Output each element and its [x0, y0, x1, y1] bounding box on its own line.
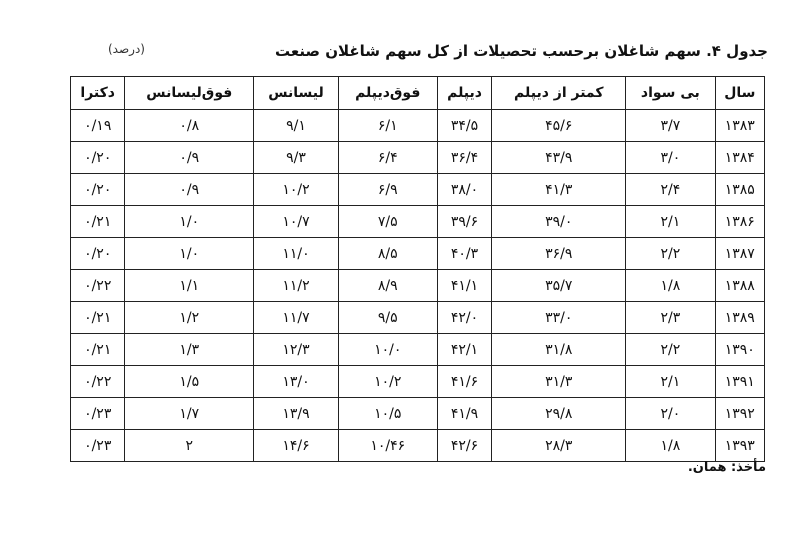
table-cell: ۱/۷	[125, 398, 254, 430]
table-row	[71, 238, 765, 270]
table-title: جدول ۴. سهم شاغلان برحسب تحصیلات از کل سهم شاغلان صنعت	[275, 42, 768, 60]
table-cell: ۰/۲۱	[71, 302, 125, 334]
table-cell: ۴۵/۶	[492, 110, 626, 142]
table-cell: ۴۲/۶	[437, 430, 492, 462]
table-cell: ۱۳۹۲	[715, 398, 764, 430]
table-cell: ۲/۱	[626, 366, 715, 398]
table-cell: ۴۲/۰	[437, 302, 492, 334]
table-cell: ۱۱/۲	[254, 270, 339, 302]
table-cell: ۲/۴	[626, 174, 715, 206]
table-cell: ۱/۲	[125, 302, 254, 334]
table-cell: ۰/۲۳	[71, 430, 125, 462]
table-cell: ۰/۲۲	[71, 366, 125, 398]
table-row	[71, 398, 765, 430]
table-cell: ۱/۰	[125, 238, 254, 270]
table-cell: ۱۳۸۷	[715, 238, 764, 270]
table-cell: ۰/۱۹	[71, 110, 125, 142]
header-diploma: دیپلم	[437, 77, 492, 110]
table-cell: ۲/۲	[626, 238, 715, 270]
table-cell: ۲/۳	[626, 302, 715, 334]
table-cell: ۰/۹	[125, 142, 254, 174]
title-row	[108, 40, 768, 62]
table-row	[71, 110, 765, 142]
table-cell: ۱۳۹۱	[715, 366, 764, 398]
table-cell: ۸/۹	[338, 270, 437, 302]
table-cell: ۱/۱	[125, 270, 254, 302]
table-cell: ۲۸/۳	[492, 430, 626, 462]
table-cell: ۱۳۸۹	[715, 302, 764, 334]
table-cell: ۰/۲۱	[71, 206, 125, 238]
table-row	[71, 142, 765, 174]
table-cell: ۱/۵	[125, 366, 254, 398]
table-cell: ۱۰/۴۶	[338, 430, 437, 462]
table-cell: ۱۰/۰	[338, 334, 437, 366]
table-cell: ۰/۲۲	[71, 270, 125, 302]
table-cell: ۰/۲۰	[71, 174, 125, 206]
table-cell: ۳۵/۷	[492, 270, 626, 302]
header-below-diploma: کمتر از دیپلم	[492, 77, 626, 110]
table-cell: ۹/۳	[254, 142, 339, 174]
table-cell: ۱۳۸۳	[715, 110, 764, 142]
table-cell: ۱۳۸۴	[715, 142, 764, 174]
header-master: فوق‌لیسانس	[125, 77, 254, 110]
table-cell: ۲/۲	[626, 334, 715, 366]
header-row	[71, 77, 765, 110]
table-cell: ۱۴/۶	[254, 430, 339, 462]
table-cell: ۲/۱	[626, 206, 715, 238]
table-cell: ۴۱/۹	[437, 398, 492, 430]
table-cell: ۰/۸	[125, 110, 254, 142]
source-note: مأخذ: همان.	[687, 460, 766, 475]
header-illiterate: بی سواد	[626, 77, 715, 110]
table-cell: ۹/۵	[338, 302, 437, 334]
header-associate: فوق‌دیپلم	[338, 77, 437, 110]
table-row	[71, 334, 765, 366]
table-row	[71, 174, 765, 206]
table-cell: ۷/۵	[338, 206, 437, 238]
table-cell: ۲	[125, 430, 254, 462]
header-year: سال	[715, 77, 764, 110]
table-row	[71, 270, 765, 302]
table-cell: ۱۳۸۵	[715, 174, 764, 206]
table-cell: ۰/۲۳	[71, 398, 125, 430]
table-cell: ۳۴/۵	[437, 110, 492, 142]
table-cell: ۱۰/۷	[254, 206, 339, 238]
table-cell: ۳۱/۳	[492, 366, 626, 398]
table-cell: ۳۶/۴	[437, 142, 492, 174]
table-cell: ۳۹/۰	[492, 206, 626, 238]
table-cell: ۳۶/۹	[492, 238, 626, 270]
table-cell: ۰/۹	[125, 174, 254, 206]
table-cell: ۳/۰	[626, 142, 715, 174]
unit-label: (درصد)	[108, 42, 145, 56]
table-cell: ۰/۲۰	[71, 142, 125, 174]
table-cell: ۳۸/۰	[437, 174, 492, 206]
table-cell: ۱۰/۲	[338, 366, 437, 398]
table-cell: ۱/۳	[125, 334, 254, 366]
table-cell: ۱۰/۲	[254, 174, 339, 206]
table-cell: ۴۰/۳	[437, 238, 492, 270]
table-cell: ۸/۵	[338, 238, 437, 270]
table-cell: ۱۱/۷	[254, 302, 339, 334]
table-cell: ۱۳۹۳	[715, 430, 764, 462]
table-cell: ۱۰/۵	[338, 398, 437, 430]
table-cell: ۶/۱	[338, 110, 437, 142]
table-cell: ۶/۴	[338, 142, 437, 174]
table-cell: ۱۳/۹	[254, 398, 339, 430]
table-cell: ۱/۸	[626, 270, 715, 302]
table-cell: ۱۳/۰	[254, 366, 339, 398]
header-doctorate: دکترا	[71, 77, 125, 110]
table-cell: ۴۱/۳	[492, 174, 626, 206]
table-cell: ۳/۷	[626, 110, 715, 142]
table-row	[71, 366, 765, 398]
table-cell: ۲/۰	[626, 398, 715, 430]
table-cell: ۱۱/۰	[254, 238, 339, 270]
table-cell: ۹/۱	[254, 110, 339, 142]
table-cell: ۱/۸	[626, 430, 715, 462]
data-table	[70, 76, 765, 462]
table-cell: ۳۱/۸	[492, 334, 626, 366]
header-bachelor: لیسانس	[254, 77, 339, 110]
table-row	[71, 302, 765, 334]
table-cell: ۱۳۸۶	[715, 206, 764, 238]
table-cell: ۲۹/۸	[492, 398, 626, 430]
table-cell: ۰/۲۱	[71, 334, 125, 366]
table-body	[71, 110, 765, 462]
table-cell: ۴۱/۶	[437, 366, 492, 398]
table-cell: ۳۳/۰	[492, 302, 626, 334]
table-cell: ۱۳۹۰	[715, 334, 764, 366]
table-cell: ۰/۲۰	[71, 238, 125, 270]
table-cell: ۴۳/۹	[492, 142, 626, 174]
table-cell: ۱/۰	[125, 206, 254, 238]
table-row	[71, 430, 765, 462]
table-cell: ۳۹/۶	[437, 206, 492, 238]
table-cell: ۴۱/۱	[437, 270, 492, 302]
table-cell: ۴۲/۱	[437, 334, 492, 366]
table-cell: ۱۲/۳	[254, 334, 339, 366]
table-cell: ۱۳۸۸	[715, 270, 764, 302]
table-row	[71, 206, 765, 238]
table-cell: ۶/۹	[338, 174, 437, 206]
